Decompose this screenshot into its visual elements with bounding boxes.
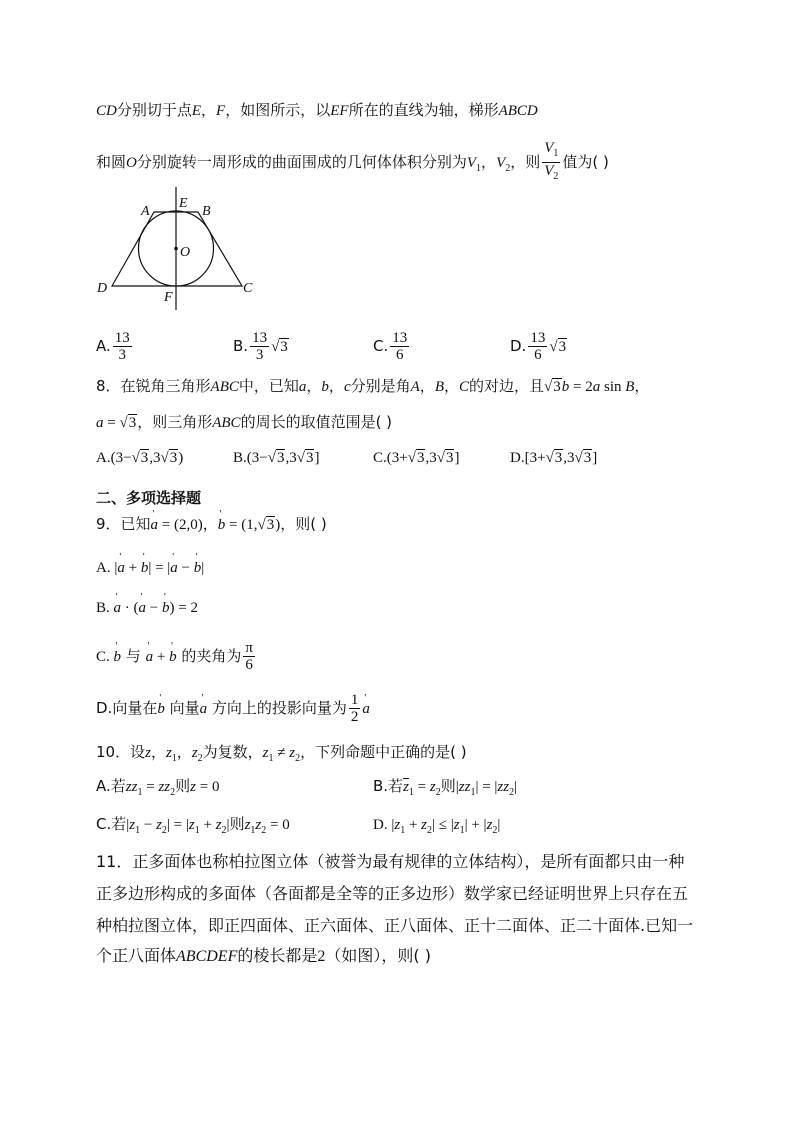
q7-option-a: A. $\frac{13}{3}$ xyxy=(96,330,130,363)
q11-line-2: 正多边形构成的多面体（各面都是全等的正多边形）数学家已经证明世界上只存在五 xyxy=(96,884,689,903)
q7-option-c: C. $\frac{13}{6}$ xyxy=(373,330,408,363)
q9-option-d: D.向量在' b 向量' a 方向上的投影向量为 $\frac{1}{2}$ ' a xyxy=(96,692,370,725)
label-O: O xyxy=(180,245,191,260)
label-D: D xyxy=(97,281,108,296)
q7-text-line-2: 和圆O分别旋转一周形成的曲面围成的几何体体积分别为$V_1$，$V_2$，则 $\frac{V_1}{V_2}$ 值为( ) xyxy=(96,140,609,182)
q10-option-c: C.若$|z_1 - z_2| = |z_1 + z_2|$则$z_1z_2 = 0$ xyxy=(96,815,290,836)
label-E: E xyxy=(179,196,188,211)
q11-line-1: 11．正多面体也称柏拉图立体（被誉为最有规律的立体结构），是所有面都只由一种 xyxy=(96,852,685,871)
q7-option-d: D. $\frac{13}{6}$ √3 xyxy=(510,330,567,363)
q8-option-a: A.(3−√3,3√3) xyxy=(96,450,184,466)
q11-line-4: 个正八面体ABCDEF的棱长都是2（如图），则( ) xyxy=(96,946,431,965)
q9-option-a: A. |' a + ' b| = |' a − ' b| xyxy=(96,558,204,578)
label-C: C xyxy=(243,281,253,296)
q9-stem: 9．已知' a = (2,0)，' b = (1,√3)，则( ) xyxy=(96,514,327,535)
q7-option-b: B. $\frac{13}{3}$ √3 xyxy=(233,330,288,363)
section-heading: 二、多项选择题 xyxy=(96,489,202,507)
q10-option-d: D. $|z_1 + z_2| \le |z_1| + |z_2|$ xyxy=(373,817,501,836)
q9-option-c: C. ' b 与 ' a + ' b 的夹角为 $\frac{\pi}{6}$ xyxy=(96,640,257,673)
q8-text-line-1: 8．在锐角三角形ABC中，已知a，b，c分别是角A，B，C的对边，且√3b = 2a sin B， xyxy=(96,377,650,395)
q10-option-a: A.若$zz_1 = zz_2$则z = 0 xyxy=(96,777,220,798)
q10-stem: 10．设z，$z_1$，$z_2$为复数，$z_1 \ne z_2$，下列命题中正确的是( ) xyxy=(96,743,467,764)
label-B: B xyxy=(202,204,211,219)
q8-option-b: B.(3−√3,3√3] xyxy=(233,450,320,466)
q10-option-b: B.若$\overline{z}_1 = z_2$则$|zz_1| = |zz_2|$ xyxy=(373,777,518,798)
q8-text-line-2: a = √3，则三角形ABC的周长的取值范围是( ) xyxy=(96,413,393,431)
q7-text-line-1: CD分别切于点E，F，如图所示，以EF所在的直线为轴，梯形ABCD xyxy=(96,101,538,119)
label-A: A xyxy=(141,204,150,219)
label-F: F xyxy=(164,290,173,305)
q9-option-b: B. ' a · (' a − ' b) = 2 xyxy=(96,598,198,618)
trapezoid-circle-figure xyxy=(92,185,262,315)
q8-option-c: C.(3+√3,3√3] xyxy=(373,450,460,466)
q11-line-3: 种柏拉图立体，即正四面体、正六面体、正八面体、正十二面体、正二十面体.已知一 xyxy=(96,916,694,935)
q8-option-d: D.[3+√3,3√3] xyxy=(510,450,598,466)
